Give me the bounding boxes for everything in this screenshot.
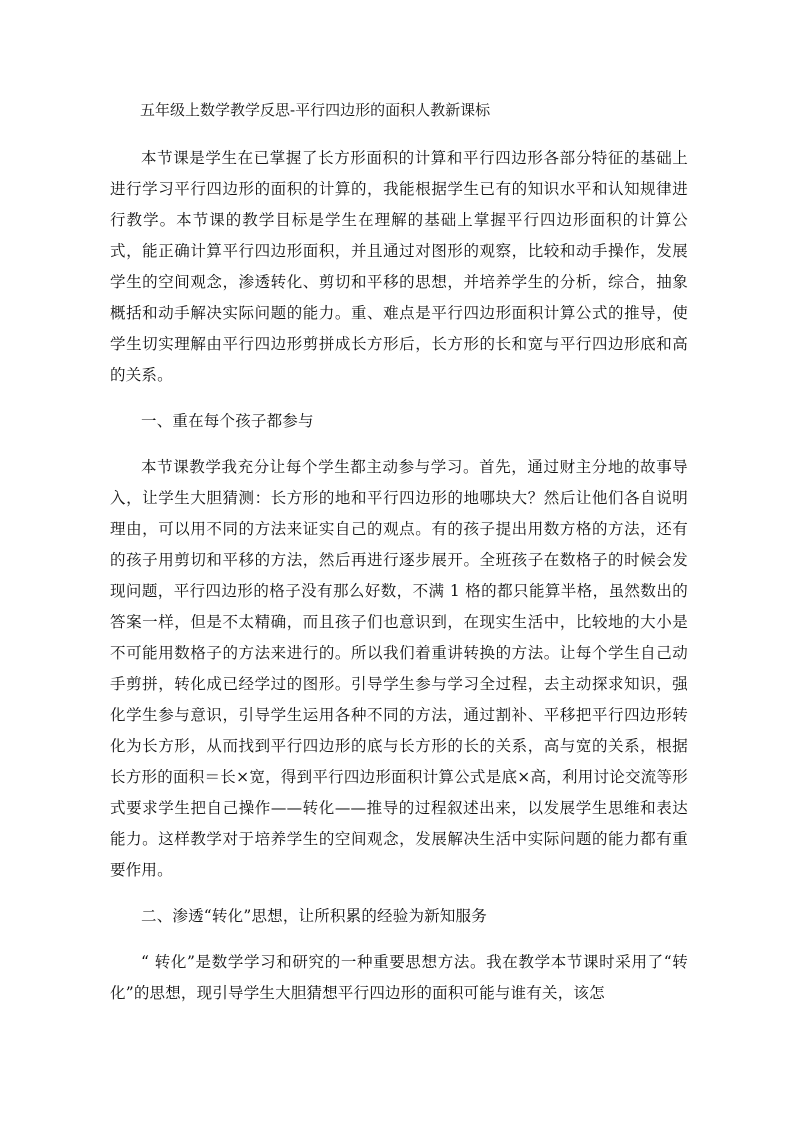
- document-title: 五年级上数学教学反思-平行四边形的面积人教新课标: [140, 101, 491, 119]
- spacer: [110, 932, 688, 947]
- spacer: [110, 125, 688, 143]
- spacer: [110, 437, 688, 452]
- section-heading-transformation: 二、渗透“转化”思想，让所积累的经验为新知服务: [141, 907, 487, 925]
- paragraph-transformation: “ 转化”是数学学习和研究的一种重要思想方法。我在教学本节课时采用了“转化”的思想，现引导学生大胆猜想平行四边形的面积可能与谁有关，该怎: [110, 953, 688, 1002]
- paragraph-intro: 本节课是学生在已掌握了长方形面积的计算和平行四边形各部分特征的基础上进行学习平行四边形的面积的计算的，我能根据学生已有的知识水平和认知规律进行教学。本节课的教学目标是学生在理解的基础上掌握平行四边形面积的计算公式，能正确计算平行四边形面积，并且通过对图形的观察，比较和动手操作，发展学生的空间观念，渗透转化、剪切和平移的思想，并培养学生的分析，综合，抽象概括和动手解决实际问题的能力。重、难点是平行四边形面积计算公式的推导，使学生切实理解由平行四边形剪拼成长方形后，长方形的长和宽与平行四边形底和高的关系。: [110, 149, 688, 384]
- paragraph-participation: 本节课教学我充分让每个学生都主动参与学习。首先，通过财主分地的故事导入，让学生大胆猜测：长方形的地和平行四边形的地哪块大？然后让他们各自说明理由，可以用不同的方法来证实自己的观点。有的孩子提出用数方格的方法，还有的孩子用剪切和平移的方法，然后再进行逐步展开。全班孩子在数格子的时候会发现问题，平行四边形的格子没有那么好数，不满 1 格的都只能算半格，虽然数出的答案一样，但是不太精确，而且孩子们也意识到，在现实生活中，比较地的大小是不可能用数格子的方法来进行的。所以我们着重讲转换的方法。让每个学生自己动手剪拼，转化成已经学过的图形。引导学生参与学习全过程，去主动探求知识，强化学生参与意识，引导学生运用各种不同的方法，通过割补、平移把平行四边形转化为长方形，从而找到平行四边形的底与长方形的长的关系，高与宽的关系，根据长方形的面积＝长×宽，得到平行四边形面积计算公式是底×高，利用讨论交流等形式要求学生把自己操作——转化——推导的过程叙述出来，以发展学生思维和表达能力。这样教学对于培养学生的空间观念，发展解决生活中实际问题的能力都有重要作用。: [110, 458, 688, 879]
- spacer: [110, 391, 688, 406]
- section-heading-participation: 一、重在每个孩子都参与: [141, 412, 314, 430]
- document-body: [110, 95, 688, 1009]
- spacer: [110, 886, 688, 901]
